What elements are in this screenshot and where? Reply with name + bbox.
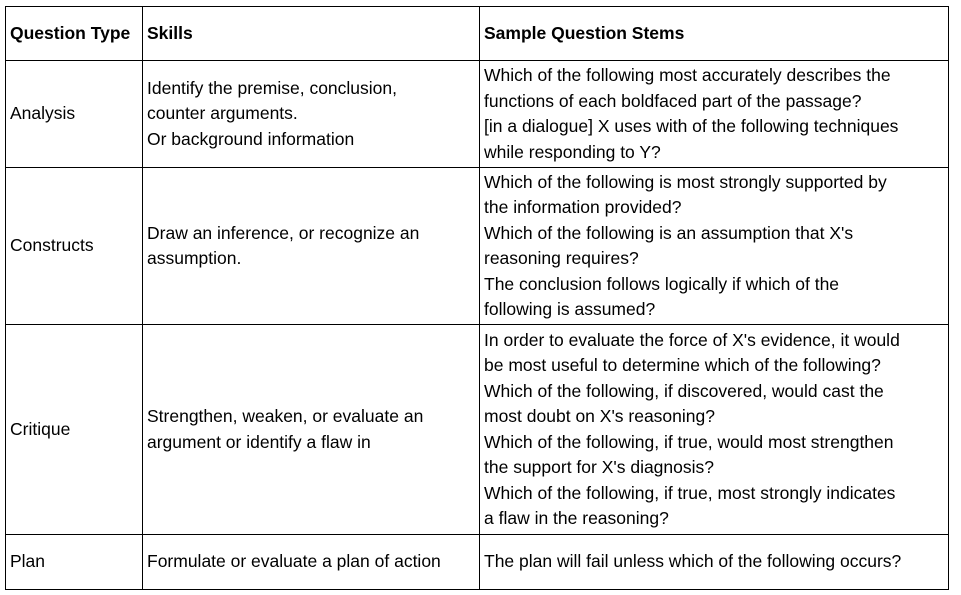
stems-cell <box>480 61 949 168</box>
skills-cell <box>143 168 480 325</box>
stems-cell <box>480 325 949 535</box>
stem-line: the support for X's diagnosis? <box>484 457 715 477</box>
skills-cell <box>143 325 480 535</box>
stem-line: Which of the following, if true, would most strengthen <box>484 431 894 452</box>
stem-line: Which of the following is most strongly supported by <box>484 171 887 192</box>
stems-cell: The plan will fail unless which of the following occurs? <box>480 535 949 590</box>
table-row <box>6 61 949 168</box>
header-skills: Skills <box>143 7 480 61</box>
stem-line: most doubt on X's reasoning? <box>484 406 715 426</box>
skill-line: assumption. <box>147 248 242 268</box>
stem-line: functions of each boldfaced part of the passage? <box>484 90 862 111</box>
skill-line: Draw an inference, or recognize an <box>147 222 420 243</box>
stem-line: following is assumed? <box>484 299 656 319</box>
stem-line: In order to evaluate the force of X's evidence, it would <box>484 329 900 350</box>
question-types-table <box>5 6 949 590</box>
question-type-cell: Constructs <box>6 168 143 325</box>
stem-line: Which of the following most accurately describes the <box>484 65 891 85</box>
stem-line: Which of the following is an assumption that X's <box>484 222 854 243</box>
skill-line: Identify the premise, conclusion, <box>147 77 397 98</box>
stem-line: while responding to Y? <box>484 141 661 162</box>
skills-cell: Formulate or evaluate a plan of action <box>143 535 480 590</box>
header-row <box>6 7 949 61</box>
skills-cell <box>143 61 480 168</box>
stem-line: [in a dialogue] X uses with of the following techniques <box>484 116 899 136</box>
table-row <box>6 535 949 590</box>
question-type-cell: Plan <box>6 535 143 590</box>
stem-line: Which of the following, if discovered, would cast the <box>484 380 884 401</box>
table-row <box>6 325 949 535</box>
question-type-cell: Critique <box>6 325 143 535</box>
stem-line: be most useful to determine which of the following? <box>484 355 881 375</box>
skill-line: Or background information <box>147 128 355 149</box>
stems-cell <box>480 168 949 325</box>
header-sample-question-stems: Sample Question Stems <box>480 7 949 61</box>
question-type-cell: Analysis <box>6 61 143 168</box>
header-question-type: Question Type <box>6 7 143 61</box>
stem-line: reasoning requires? <box>484 248 639 268</box>
stem-line: Which of the following, if true, most strongly indicates <box>484 482 896 503</box>
skill-line: counter arguments. <box>147 103 298 124</box>
skill-line: Strengthen, weaken, or evaluate an <box>147 406 424 426</box>
table-row <box>6 168 949 325</box>
stem-line: the information provided? <box>484 197 682 217</box>
skill-line: argument or identify a flaw in <box>147 431 371 452</box>
stem-line: The conclusion follows logically if which of the <box>484 273 840 294</box>
stem-line: a flaw in the reasoning? <box>484 508 669 528</box>
